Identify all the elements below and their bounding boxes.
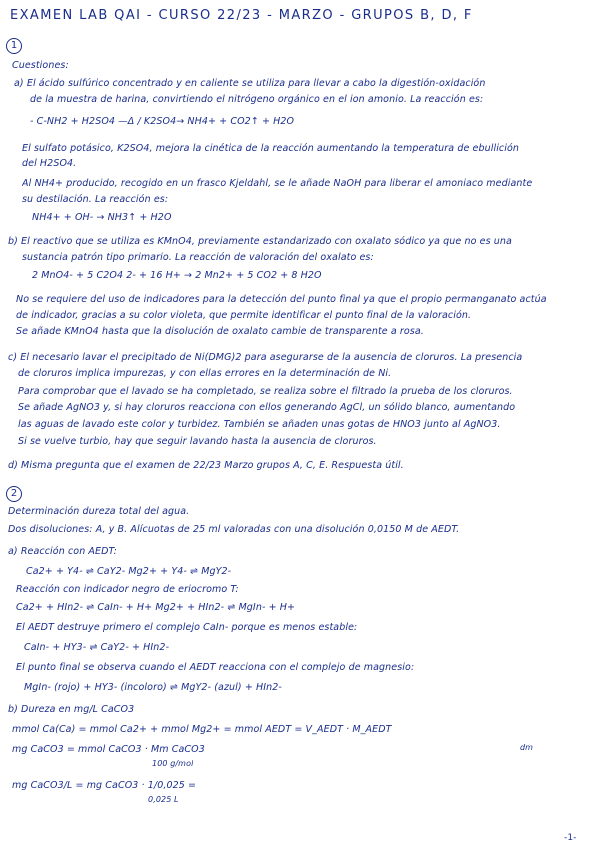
text-line: d) Misma pregunta que el examen de 22/23 Marzo grupos A, C, E. Respuesta útil. <box>8 460 404 471</box>
equation-line: Ca2+ + Y4- ⇌ CaY2- Mg2+ + Y4- ⇌ MgY2- <box>26 566 232 577</box>
text-line: Para comprobar que el lavado se ha completado, se realiza sobre el filtrado la prueba de los cloruros. <box>18 386 513 397</box>
text-line: Al NH4+ producido, recogido en un frasco Kjeldahl, se le añade NaOH para liberar el amoniaco mediante <box>22 178 533 189</box>
section-1-heading: Cuestiones: <box>12 60 69 71</box>
text-line: Dos disoluciones: A, y B. Alícuotas de 25 ml valoradas con una disolución 0,0150 M de AEDT. <box>8 524 460 535</box>
exam-title: EXAMEN LAB QAI - CURSO 22/23 - MARZO - GRUPOS B, D, F <box>10 8 473 23</box>
text-line: Si se vuelve turbio, hay que seguir lavando hasta la ausencia de cloruros. <box>18 436 377 447</box>
equation-line: mg CaCO3/L = mg CaCO3 · 1/0,025 = <box>12 780 197 791</box>
text-line: sustancia patrón tipo primario. La reacción de valoración del oxalato es: <box>22 252 374 263</box>
text-line: a) Reacción con AEDT: <box>8 546 117 557</box>
text-line: c) El necesario lavar el precipitado de Ni(DMG)2 para asegurarse de la ausencia de cloruros. La presencia <box>8 352 523 363</box>
text-line: a) El ácido sulfúrico concentrado y en caliente se utiliza para llevar a cabo la digestión-oxidación <box>14 78 486 89</box>
text-line: las aguas de lavado este color y turbidez. También se añaden unas gotas de HNO3 junto al AgNO3. <box>18 419 501 430</box>
equation-line: mmol Ca(Ca) = mmol Ca2+ + mmol Mg2+ = mmol AEDT = V_AEDT · M_AEDT <box>12 724 392 735</box>
text-line: Se añade KMnO4 hasta que la disolución de oxalato cambie de transparente a rosa. <box>16 326 424 337</box>
text-line: El AEDT destruye primero el complejo CaIn- porque es menos estable: <box>16 622 358 633</box>
text-line: b) El reactivo que se utiliza es KMnO4, previamente estandarizado con oxalato sódico ya que no es una <box>8 236 512 247</box>
equation-line: CaIn- + HY3- ⇌ CaY2- + HIn2- <box>24 642 170 653</box>
equation-line: 2 MnO4- + 5 C2O4 2- + 16 H+ → 2 Mn2+ + 5 CO2 + 8 H2O <box>32 270 322 281</box>
text-line: su destilación. La reacción es: <box>22 194 169 205</box>
text-line: de cloruros implica impurezas, y con ellas errores en la determinación de Ni. <box>18 368 392 379</box>
section-number-1: 1 <box>6 38 22 54</box>
text-line: El punto final se observa cuando el AEDT reacciona con el complejo de magnesio: <box>16 662 415 673</box>
unit-annotation: dm <box>520 743 534 752</box>
unit-annotation: 100 g/mol <box>152 759 194 768</box>
section-number-2: 2 <box>6 486 22 502</box>
text-line: de indicador, gracias a su color violeta, que permite identificar el punto final de la valoración. <box>16 310 472 321</box>
equation-line: NH4+ + OH- → NH3↑ + H2O <box>32 212 172 223</box>
page-number: -1- <box>564 833 577 843</box>
text-line: b) Dureza en mg/L CaCO3 <box>8 704 135 715</box>
text-line: del H2SO4. <box>22 158 77 169</box>
text-line: de la muestra de harina, convirtiendo el nitrógeno orgánico en el ion amonio. La reacción es: <box>30 94 484 105</box>
text-line: Determinación dureza total del agua. <box>8 506 190 517</box>
text-line: Reacción con indicador negro de eriocromo T: <box>16 584 239 595</box>
equation-line: Ca2+ + HIn2- ⇌ CaIn- + H+ Mg2+ + HIn2- ⇌ MgIn- + H+ <box>16 602 296 613</box>
text-line: No se requiere del uso de indicadores para la detección del punto final ya que el propio permanganato actúa <box>16 294 547 305</box>
equation-line: - C-NH2 + H2SO4 —Δ / K2SO4→ NH4+ + CO2↑ + H2O <box>30 116 295 127</box>
equation-line: MgIn- (rojo) + HY3- (incoloro) ⇌ MgY2- (azul) + HIn2- <box>24 682 282 693</box>
text-line: El sulfato potásico, K2SO4, mejora la cinética de la reacción aumentando la temperatura de ebullición <box>22 143 520 154</box>
equation-line: mg CaCO3 = mmol CaCO3 · Mm CaCO3 <box>12 744 205 755</box>
text-line: Se añade AgNO3 y, si hay cloruros reacciona con ellos generando AgCl, un sólido blanco, aumentando <box>18 402 516 413</box>
unit-annotation: 0,025 L <box>148 795 179 804</box>
